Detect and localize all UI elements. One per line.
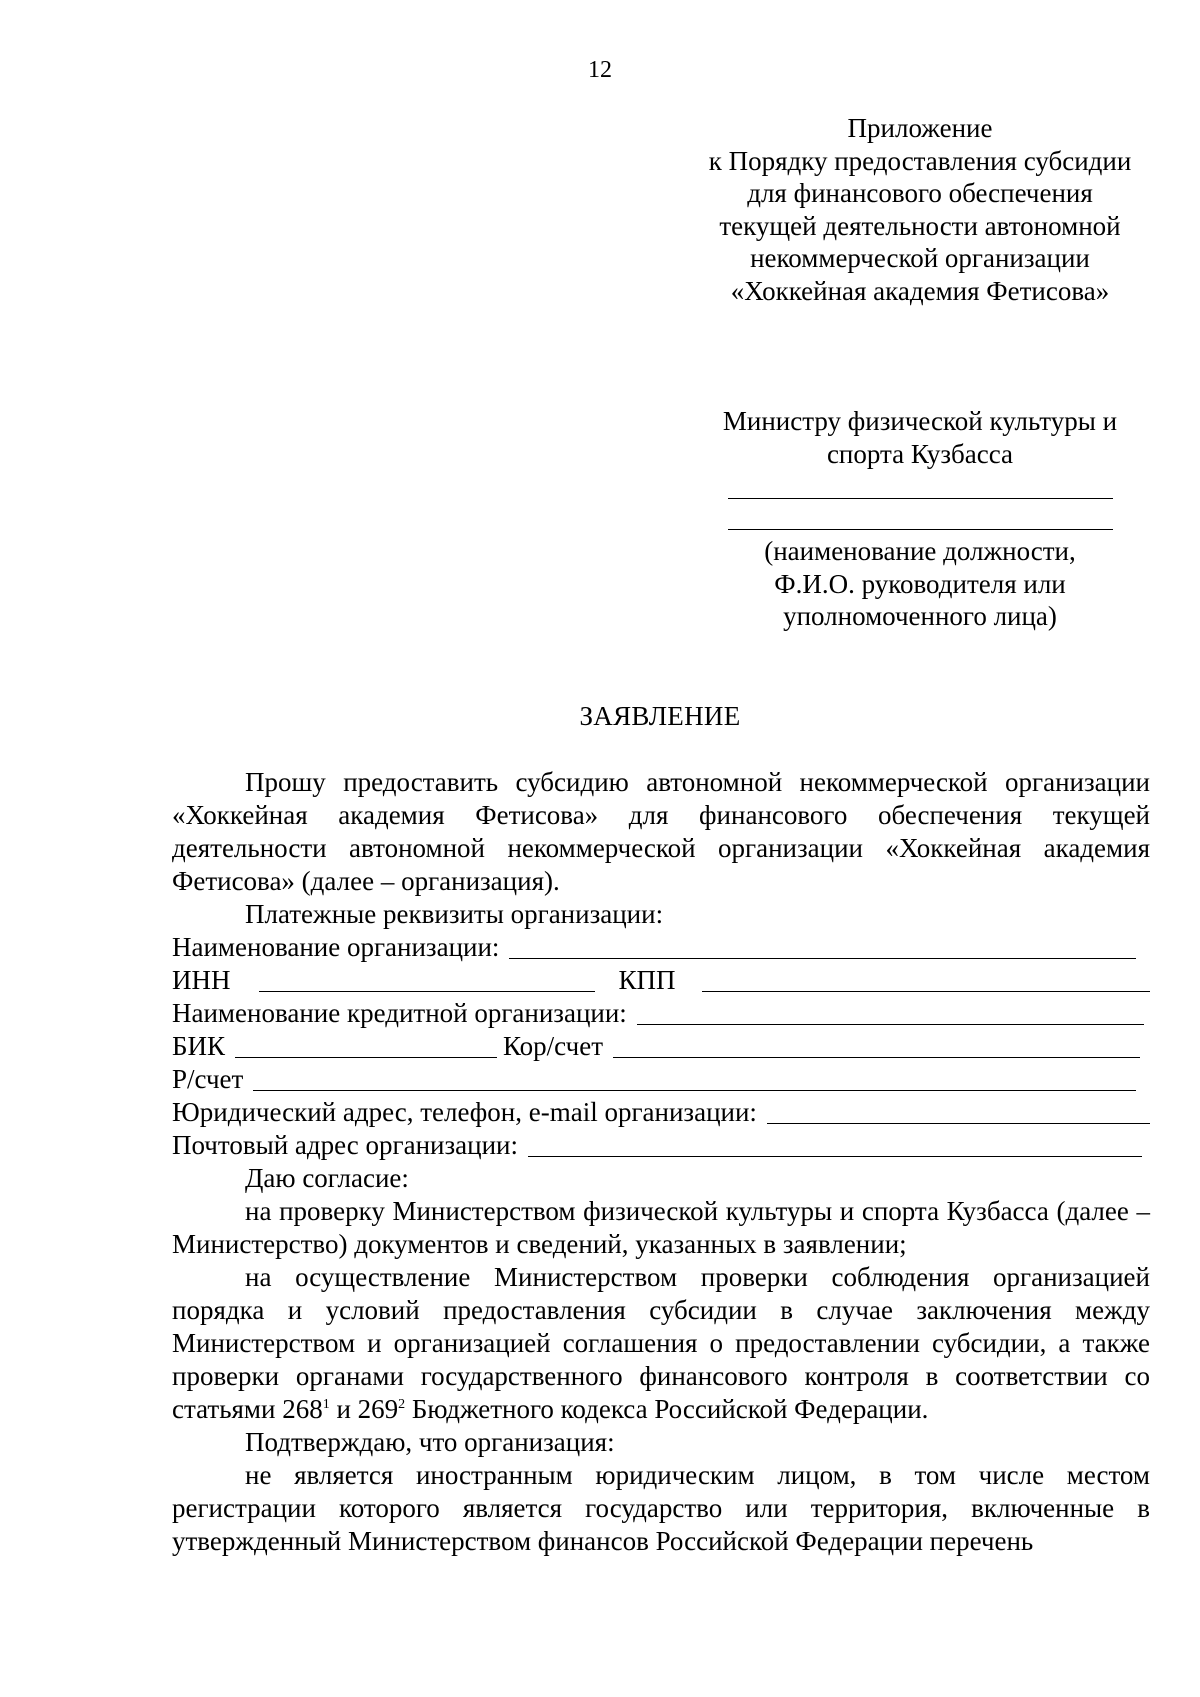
kpp-label: КПП: [618, 965, 676, 995]
kpp-blank[interactable]: [702, 965, 1150, 992]
appendix-line: Приложение: [847, 113, 993, 143]
inn-blank[interactable]: [259, 965, 595, 992]
consent-item: [172, 1261, 1150, 1426]
appendix-line: «Хоккейная академия Фетисова»: [730, 275, 1110, 306]
addressee-block: [700, 405, 1140, 633]
bik-label: БИК: [172, 1031, 226, 1061]
consent-text: и 269: [329, 1394, 399, 1424]
addressee-line: спорта Кузбасса: [826, 438, 1014, 469]
postal-address-blank[interactable]: [528, 1130, 1142, 1157]
appendix-header: [680, 112, 1160, 307]
addressee-hint: (наименование должности,: [764, 536, 1076, 566]
appendix-line: некоммерческой организации: [750, 243, 1090, 273]
bik-kor-field: [172, 1030, 1150, 1063]
org-name-label: Наименование организации:: [172, 932, 500, 962]
document-body: [172, 766, 1150, 1558]
kor-account-label: Кор/счет: [503, 1031, 603, 1061]
legal-address-blank[interactable]: [767, 1097, 1150, 1124]
consent-text: на осуществление Министерством проверки соблюдения организацией порядка и условий предоставления субсидии в случае заключения между Министерством и организацией соглашения о предоставлении субсидии, а также проверки органами государственного финансового контроля в соответствии со статьями 268: [172, 1262, 1150, 1424]
consent-text: Бюджетного кодекса Российской Федерации.: [405, 1394, 929, 1424]
consent-item: на проверку Министерством физической культуры и спорта Кузбасса (далее – Министерство) документов и сведений, указанных в заявлении;: [172, 1196, 1150, 1259]
consent-heading: Даю согласие:: [245, 1163, 409, 1193]
legal-address-field: [172, 1096, 1150, 1129]
bik-blank[interactable]: [235, 1031, 497, 1058]
document-title: ЗАЯВЛЕНИЕ: [579, 701, 741, 731]
appendix-line: текущей деятельности автономной: [719, 210, 1121, 241]
page-number: 12: [588, 57, 612, 83]
appendix-line: к Порядку предоставления субсидии: [708, 145, 1132, 176]
confirm-item: не является иностранным юридическим лицом, в том числе местом регистрации которого является государство или территория, включенные в утвержденный Министерством финансов Российской Федерации перечень: [172, 1460, 1150, 1556]
footnote-marker: 1: [322, 1397, 330, 1412]
postal-address-field: [172, 1129, 1150, 1162]
org-name-field: [172, 931, 1150, 964]
inn-kpp-field: [172, 964, 1150, 997]
addressee-hint: Ф.И.О. руководителя или: [774, 568, 1066, 599]
account-field: [172, 1063, 1150, 1096]
bank-name-field: [172, 997, 1150, 1030]
addressee-blank-line: [728, 470, 1113, 499]
footnote-marker: 2: [398, 1397, 406, 1412]
legal-address-label: Юридический адрес, телефон, e-mail организации:: [172, 1097, 757, 1127]
inn-label: ИНН: [172, 965, 231, 995]
addressee-hint: уполномоченного лица): [783, 601, 1057, 631]
requisites-heading: Платежные реквизиты организации:: [245, 899, 664, 929]
request-paragraph: Прошу предоставить субсидию автономной некоммерческой организации «Хоккейная академия Фетисова» для финансового обеспечения текущей деятельности автономной некоммерческой организации «Хоккейная академия Фетисова» (далее – организация).: [172, 767, 1150, 896]
bank-name-blank[interactable]: [637, 998, 1144, 1025]
account-label: Р/счет: [172, 1064, 244, 1094]
bank-name-label: Наименование кредитной организации:: [172, 998, 627, 1028]
org-name-blank[interactable]: [509, 932, 1136, 959]
kor-account-blank[interactable]: [613, 1031, 1140, 1058]
postal-address-label: Почтовый адрес организации:: [172, 1130, 518, 1160]
addressee-line: Министру физической культуры и: [722, 406, 1118, 436]
account-blank[interactable]: [253, 1064, 1136, 1091]
appendix-line: для финансового обеспечения: [747, 178, 1093, 208]
addressee-blank-line: [728, 499, 1113, 530]
confirm-heading: Подтверждаю, что организация:: [245, 1427, 615, 1457]
